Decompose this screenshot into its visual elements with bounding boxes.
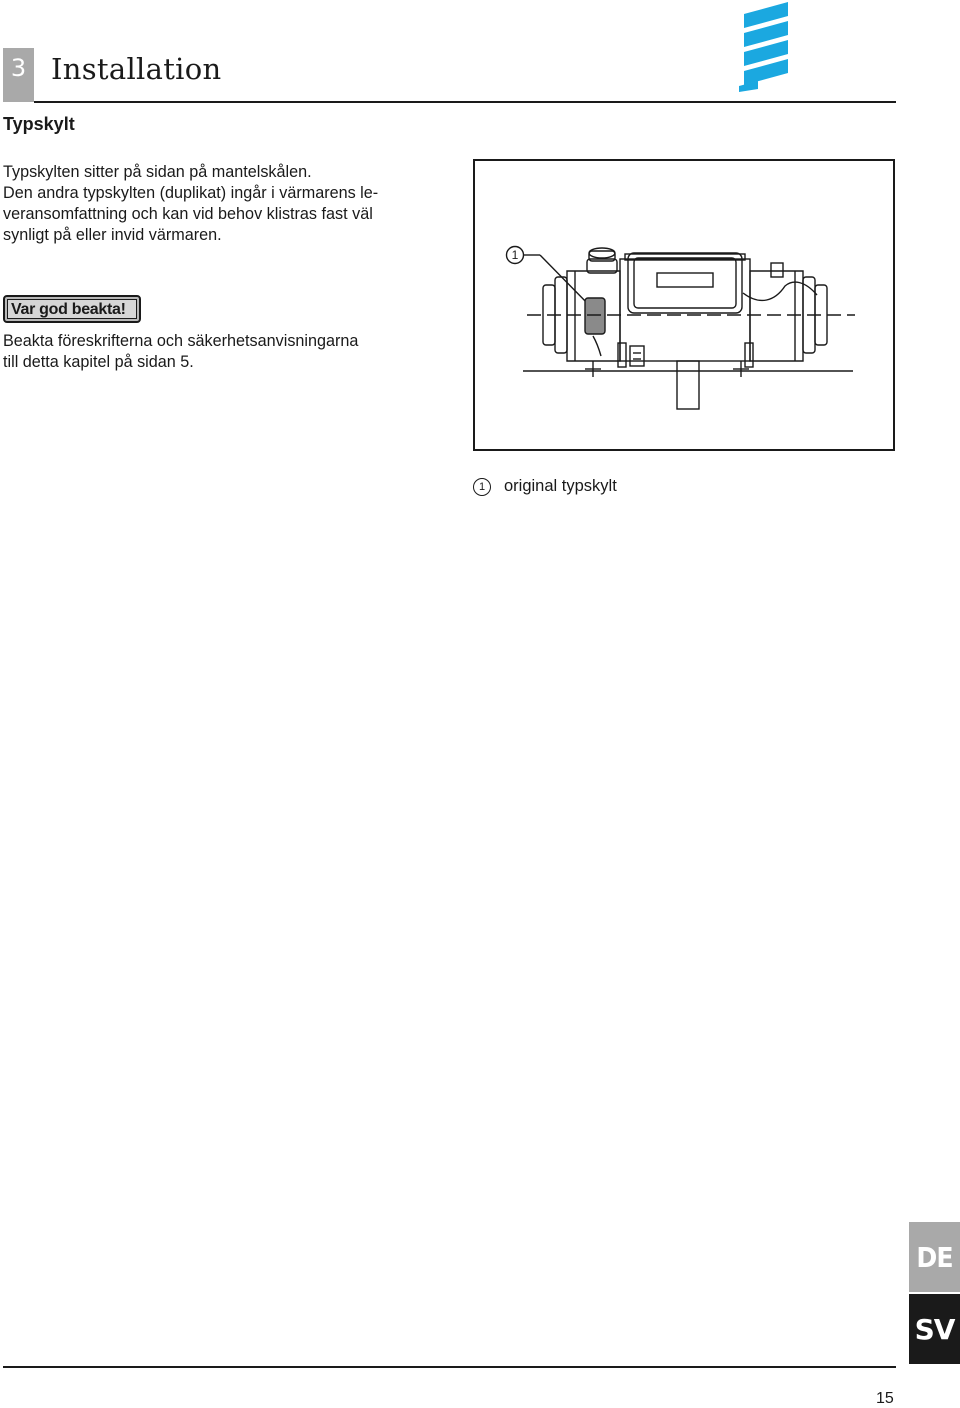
page-number: 15 bbox=[876, 1390, 894, 1407]
notice-line: till detta kapitel på sidan 5. bbox=[3, 353, 194, 371]
brand-logo bbox=[736, 0, 792, 92]
paragraph-line: Den andra typskylten (duplikat) ingår i värmarens le- bbox=[3, 184, 379, 202]
chapter-number-box bbox=[3, 48, 34, 102]
nameplate-marker bbox=[585, 298, 605, 334]
paragraph-line: veransomfattning och kan vid behov klistras fast väl bbox=[3, 205, 373, 223]
paragraph-line: Typskylten sitter på sidan på mantelskålen. bbox=[3, 163, 312, 181]
heater-figure bbox=[473, 159, 895, 451]
language-tab-sv[interactable]: SV bbox=[909, 1294, 960, 1364]
paragraph-line: synligt på eller invid värmaren. bbox=[3, 226, 222, 244]
caption-text: original typskylt bbox=[504, 477, 617, 495]
notice-label-box bbox=[3, 295, 141, 323]
notice-label: Var god beakta! bbox=[7, 299, 137, 319]
heater-drawing bbox=[475, 161, 893, 449]
section-paragraph bbox=[3, 162, 413, 246]
callout-number: 1 bbox=[511, 248, 519, 262]
chapter-number: 3 bbox=[10, 54, 27, 82]
language-tab-de[interactable]: DE bbox=[909, 1222, 960, 1292]
header-rule bbox=[34, 101, 896, 103]
chapter-title: Installation bbox=[51, 52, 222, 86]
caption-number: 1 bbox=[473, 478, 491, 496]
figure-caption bbox=[473, 477, 617, 496]
section-title: Typskylt bbox=[3, 114, 75, 134]
notice-line: Beakta föreskrifterna och säkerhetsanvisningarna bbox=[3, 332, 359, 350]
notice-paragraph bbox=[3, 331, 423, 373]
footer-rule bbox=[3, 1366, 896, 1368]
